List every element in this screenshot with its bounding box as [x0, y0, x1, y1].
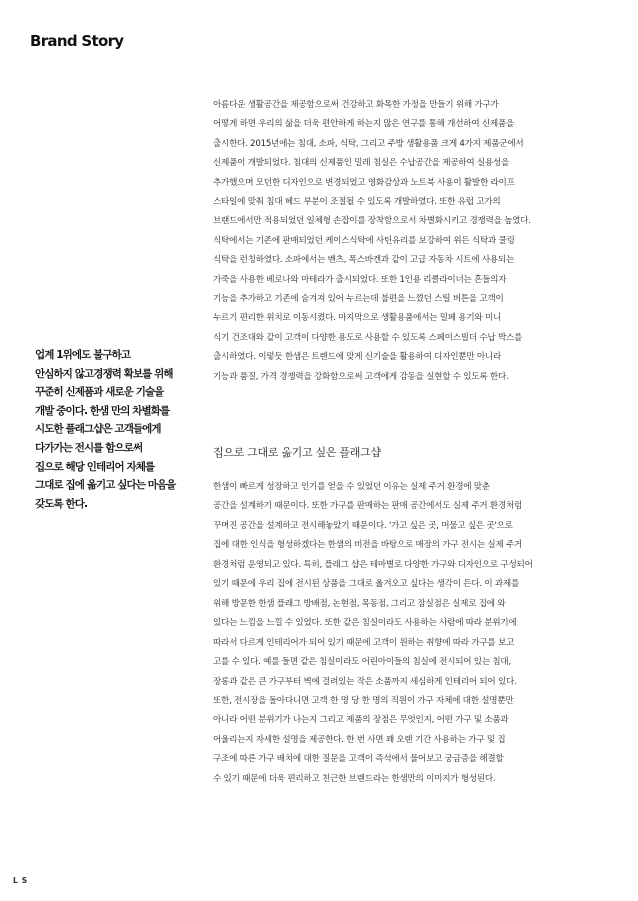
pull-quote-line: 개발 중이다. 한샘 만의 차별화를 — [35, 404, 170, 417]
footer-logo-mark: LS — [13, 876, 32, 885]
body-line: 공간을 설계하기 때문이다. 또한 가구를 판매하는 판매 공간에서도 실제 주거 환경처럼 — [213, 501, 523, 512]
intro-line: 누르기 편리한 위치로 이동시켰다. 마지막으로 생활용품에서는 밀페 용기와 미니 — [213, 313, 502, 324]
body-line: 아니라 어떤 분위기가 나는지 그리고 제품의 장점은 무엇인지, 어떤 가구 및 소품과 — [213, 715, 509, 726]
intro-line: 어떻게 하면 우리의 삶을 더욱 편안하게 하는지 많은 연구를 통해 개선하여 신제품을 — [213, 119, 515, 130]
body-paragraph — [213, 478, 613, 789]
page-title: Brand Story — [30, 32, 124, 50]
intro-line: 신제품이 개발되었다. 침대의 신제품인 밀레 침실은 수납공간을 제공하여 실용성을 — [213, 158, 510, 169]
intro-line: 출시하였다. 이렇듯 한샘은 트렌드에 맞게 신기술을 활용하여 디자인뿐만 아니라 — [213, 352, 502, 363]
body-line: 한샘이 빠르게 성장하고 인기를 얻을 수 있었던 이유는 실제 주거 환경에 맞춘 — [213, 482, 490, 492]
body-line: 고를 수 있다. 예를 들면 같은 침실이라도 어린아이들의 침실에 전시되어 있는 침대, — [213, 657, 511, 668]
body-line: 따라서 다르게 인테리어가 되어 있기 때문에 고객이 원하는 취향에 따라 가구를 보고 — [213, 637, 515, 648]
body-line: 장롱과 같은 큰 가구부터 벽에 걸려있는 작은 소품까지 세심하게 인테리어 되어 있다. — [213, 676, 517, 687]
pull-quote-line: 다가가는 전시를 함으로써 — [35, 441, 143, 454]
intro-line: 브랜드에서만 적용되었던 일체형 손잡이를 장착함으로서 차별화시키고 경쟁력을 높였다. — [213, 216, 531, 227]
pull-quote-line: 업계 1위에도 불구하고 — [35, 349, 131, 361]
section-heading: 집으로 그대로 옮기고 싶은 플래그샵 — [213, 446, 381, 459]
intro-line: 기능을 추가하고 기존에 숨겨져 있어 누르는데 불편을 느꼈던 스틸 버튼을 고객이 — [213, 294, 504, 305]
body-line: 집에 대한 인식을 형성하겠다는 한샘의 비전을 바탕으로 매장의 가구 전시는 실제 주거 — [213, 540, 523, 551]
pull-quote-line: 집으로 해당 인테리어 자체를 — [35, 460, 155, 473]
pull-quote-line: 시도한 플래그샵은 고객들에게 — [35, 423, 161, 436]
intro-paragraph — [213, 96, 613, 387]
intro-line: 가죽을 사용한 베로나와 마테라가 출시되었다. 또한 1인용 리클라이너는 흔들의자 — [213, 274, 507, 285]
intro-line: 출시한다. 2015년에는 침대, 소파, 식탁, 그리고 주방 생활용품 크게 4가지 제품군에서 — [213, 138, 524, 149]
intro-line: 기능과 품질, 가격 경쟁력을 강화함으로써 고객에게 감동을 실현할 수 있도록 한다. — [213, 371, 509, 382]
body-line: 수 있기 때문에 더욱 편리하고 친근한 브랜드라는 한샘만의 이미지가 형성된다. — [213, 773, 496, 784]
pull-quote-line: 갖도록 한다. — [35, 497, 88, 510]
body-line: 환경처럼 운영되고 있다. 특히, 플래그 샵은 테마별로 다양한 가구와 디자인으로 구성되어 — [213, 559, 533, 570]
intro-line: 추가했으며 모던한 디자인으로 변경되었고 영화감상과 노트북 사용이 활발한 라이프 — [213, 177, 515, 188]
intro-line: 스타일에 맞춰 침대 헤드 부분이 조절될 수 있도록 개발하였다. 또한 유럽 고가의 — [213, 197, 501, 208]
body-line: 꾸며진 공간을 설계하고 전시해놓았기 때문이다. '가고 싶은 곳, 머물고 싶은 곳'으로 — [213, 520, 513, 531]
intro-line: 식탁을 런칭하였다. 소파에서는 벤츠, 폭스바겐과 같이 고급 자동차 시트에 사용되는 — [213, 255, 515, 266]
body-line: 위해 방문한 한샘 플래그 방배점, 논현점, 목동점, 그리고 잠실점은 실제로 집에 와 — [213, 598, 506, 609]
body-line: 구조에 따른 가구 배치에 대한 질문을 고객이 즉석에서 물어보고 궁금증을 해결할 — [213, 754, 504, 765]
body-line: 어울리는지 자세한 설명을 제공한다. 한 번 사면 꽤 오랜 기간 사용하는 가구 및 집 — [213, 734, 506, 745]
pull-quote-line: 꾸준히 신제품과 새로운 기술을 — [35, 386, 164, 399]
intro-line: 식기 건조대와 같이 고객이 다양한 용도로 사용할 수 있도록 스페이스빌더 수납 박스를 — [213, 332, 523, 343]
pull-quote — [35, 346, 195, 513]
body-line: 있기 때문에 우리 집에 전시된 상품을 그대로 옮겨오고 싶다는 생각이 든다. 이 과제를 — [213, 579, 520, 590]
intro-line: 아름다운 생활공간을 제공함으로써 건강하고 화목한 가정을 만들기 위해 가구가 — [213, 100, 499, 110]
body-line: 있다는 느낌을 느낄 수 있었다. 또한 같은 침실이라도 사용하는 사람에 따라 분위기에 — [213, 618, 517, 629]
pull-quote-line: 안심하지 않고경쟁력 확보를 위해 — [35, 367, 173, 380]
pull-quote-line: 그대로 집에 옮기고 싶다는 마음을 — [35, 479, 176, 492]
intro-line: 식탁에서는 기존에 판매되었던 케이스식탁에 사틴유리를 보강하여 위든 식탁과 쿨링 — [213, 235, 515, 246]
body-line: 또한, 전시장을 돌아다니면 고객 한 명 당 한 명의 직원이 가구 자체에 대한 설명뿐만 — [213, 695, 514, 706]
